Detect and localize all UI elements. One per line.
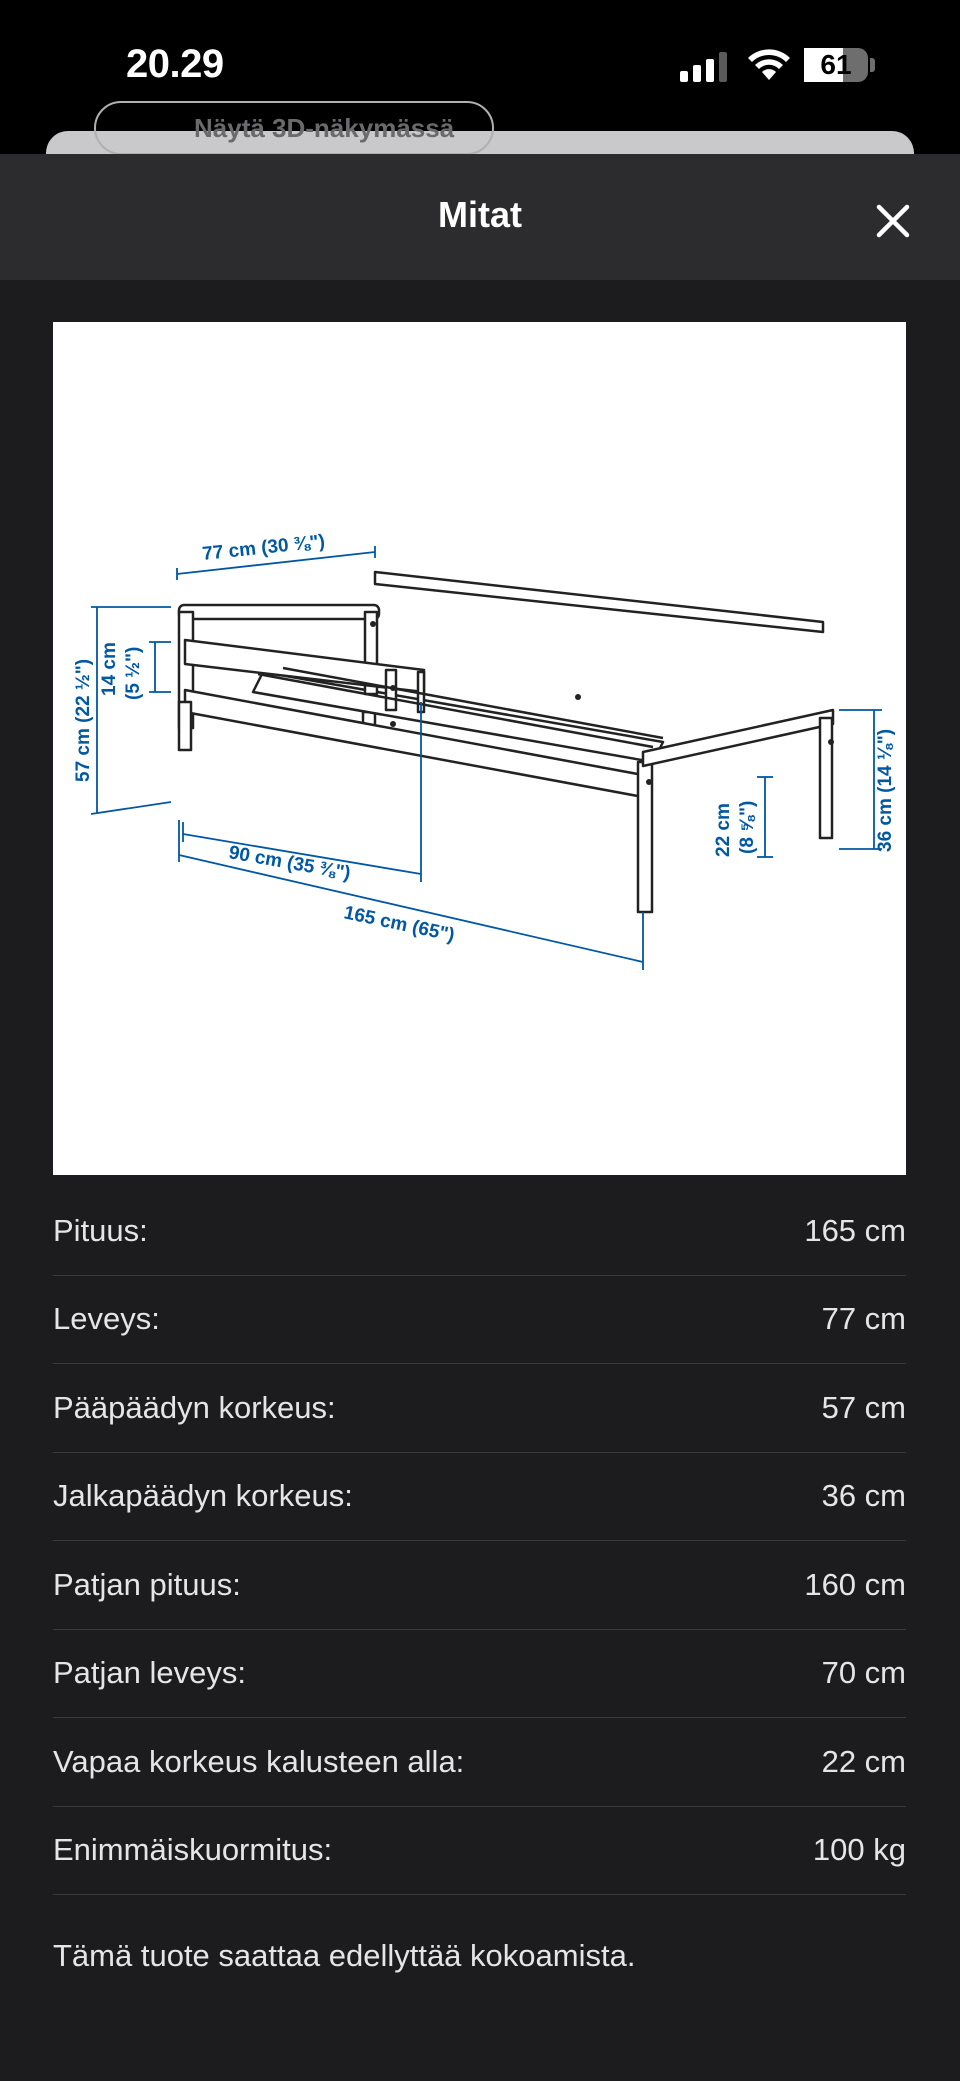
clearance-label-in: (8 ⅝") — [737, 800, 758, 854]
dimensions-modal — [0, 154, 960, 2081]
battery-tip — [870, 58, 875, 72]
close-icon[interactable] — [870, 198, 916, 244]
spec-row — [53, 1630, 906, 1719]
wifi-icon — [746, 46, 792, 82]
assembly-note: Tämä tuote saattaa edellyttää kokoamista. — [53, 1938, 636, 1973]
length-label: 165 cm (65") — [341, 902, 457, 947]
modal-title: Mitat — [438, 194, 522, 235]
view-3d-button — [94, 101, 494, 155]
spec-value: 77 cm — [821, 1301, 906, 1337]
width-label: 77 cm (30 ⅜") — [201, 531, 326, 565]
battery-percent: 61 — [820, 49, 852, 80]
footboard-height-label: 36 cm (14 ⅛") — [875, 728, 896, 852]
clearance-label-cm: 22 cm — [713, 803, 734, 857]
spec-label: Leveys: — [53, 1301, 160, 1337]
bed-dimensions-diagram — [53, 322, 906, 1175]
status-time: 20.29 — [126, 42, 224, 86]
spec-value: 160 cm — [804, 1566, 906, 1602]
battery-icon — [804, 48, 868, 82]
guard-height-label-in: (5 ½") — [123, 646, 144, 700]
spec-label: Patjan pituus: — [53, 1566, 241, 1602]
spec-value: 22 cm — [821, 1743, 906, 1779]
spec-row — [53, 1541, 906, 1630]
spec-row — [53, 1453, 906, 1542]
spec-row — [53, 1807, 906, 1896]
headboard-height-label: 57 cm (22 ½") — [73, 658, 94, 782]
spec-value: 57 cm — [821, 1389, 906, 1425]
spec-label: Jalkapäädyn korkeus: — [53, 1478, 353, 1514]
spec-value: 70 cm — [821, 1655, 906, 1691]
spec-label: Pääpäädyn korkeus: — [53, 1389, 336, 1425]
spec-label: Enimmäiskuormitus: — [53, 1832, 333, 1868]
spec-row — [53, 1718, 906, 1807]
spec-value: 36 cm — [821, 1478, 906, 1514]
spec-label: Vapaa korkeus kalusteen alla: — [53, 1743, 465, 1779]
guard-length-label: 90 cm (35 ⅜") — [227, 842, 352, 885]
view-3d-label: Näytä 3D-näkymässä — [194, 112, 455, 143]
spec-row — [53, 1187, 906, 1276]
spec-list — [53, 1187, 906, 1895]
guard-height-label-cm: 14 cm — [99, 642, 120, 696]
spec-value: 100 kg — [812, 1832, 906, 1868]
spec-label: Patjan leveys: — [53, 1655, 246, 1691]
modal-header — [0, 154, 960, 280]
spec-row — [53, 1364, 906, 1453]
spec-value: 165 cm — [804, 1212, 906, 1248]
spec-row — [53, 1276, 906, 1365]
spec-label: Pituus: — [53, 1212, 148, 1248]
bed-drawing — [53, 322, 906, 1175]
cellular-signal-icon — [680, 52, 730, 82]
